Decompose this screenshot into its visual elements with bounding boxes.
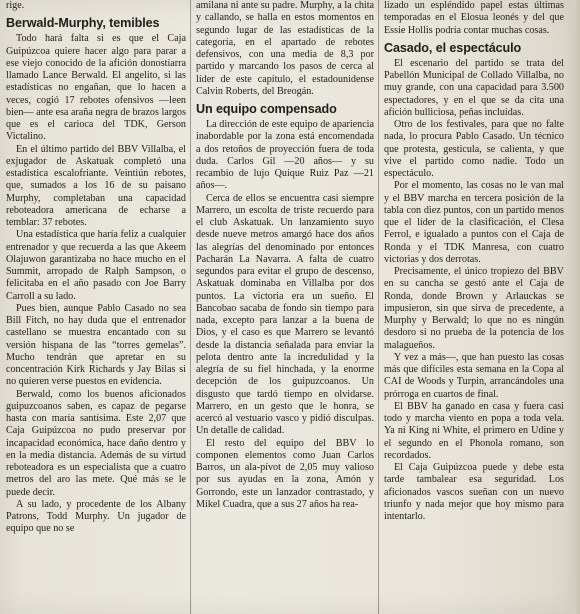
article-paragraph: amilana ni ante su padre. Murphy, a la chita y callando, se halla en estos momentos en segundo lugar de las estadísticas de la categoría, en el apartado de rebotes defensivos, con una media de 8,3 por partido y marcando los pasos de cerca al líder de este capítulo, el estadounidense Calvin Roberts, del Breogán. xyxy=(196,0,374,97)
column-rule xyxy=(190,0,191,614)
article-paragraph: El resto del equipo del BBV lo componen elementos como Juan Carlos Barros, un ala-pívot de 2,05 muy valioso por sus ayudas en la zona, Amón y Gorrondo, este un lanzador contrastado, y Mikel Cuadra, que a sus 27 años ha rea- xyxy=(196,437,374,510)
article-paragraph: El BBV ha ganado en casa y fuera casi todo y marcha viento en popa a toda vela. Ya ni King ni White, el primero en Udine y el segundo en el Phonola romano, son recordados. xyxy=(384,400,564,461)
article-paragraph: Berwald, como los buenos aficionados guipuzcoanos saben, es capaz de pegarse hasta con maría santísima. Este 2,07 que Caja Guipúzcoa no pudo preservar por incapacidad económica, hace daño dentro y en la media distancia. Además de su virtud reboteadora es un especialista que a cuatro metros del aro las mete. Qué más se le puede decir. xyxy=(6,388,186,498)
article-paragraph: rige. xyxy=(6,0,25,11)
section-heading: Berwald-Murphy, temibles xyxy=(6,16,160,31)
article-column-3 xyxy=(384,0,564,614)
article-paragraph: lizado un espléndido papel estas últimas temporadas en el Elosua leonés y del que Essie Hollis podría contar muchas cosas. xyxy=(384,0,564,36)
article-paragraph: Todo hará falta si es que el Caja Guipúzcoa quiere hacer algo para parar a ese viejo conocido de la afición donostiarra llamado Lance Berwald. El angelito, si las estadísticas no engañan, que lo hacen a veces, cogió 17 rebotes ofensivos —leen bien— ante esa araña negra de brazos largos que es el carioca del TDK, Gerson Victalino. xyxy=(6,33,186,143)
column-rule xyxy=(378,0,379,614)
article-paragraph: En el último partido del BBV Villalba, el exjugador de Askatuak completó una estadística escalofriante. Veintiún rebotes, que, sumados a los 16 de su paisano Murphy, completaban una capacidad reboteadora americana de echarse a temblar: 37 rebotes. xyxy=(6,143,186,228)
article-paragraph: Y vez a más—, que han puesto las cosas más que difíciles esta semana en la Copa al CAI de Woods y Turpin, arrancándoles una prórroga en cuartos de final. xyxy=(384,351,564,400)
article-paragraph: Pues bien, aunque Pablo Casado no sea Bill Fitch, no hay duda que el entrenador castellano se muestra encantado con su versión hispana de las “torres gemelas”. Mucho tendrán que apretar en su concentración Kirk Richards y Jay Bilas si no quieren verse puestos en evidencia. xyxy=(6,302,186,388)
article-paragraph: El Caja Guipúzcoa puede y debe esta tarde tambalear esa seguridad. Los aficionados vascos sueñan con un nuevo triunfo y nada mejor que hoy mismo para intentarlo. xyxy=(384,462,564,522)
article-column-1 xyxy=(6,0,186,614)
article-paragraph: Precisamente, el único tropiezo del BBV en su cancha se gestó ante el Caja de Ronda, donde Brown y Arlauckas se impusieron, sin que sirva de precedente, a Murphy y Berwald; lo que no es ningún desdoro si no prueba de la potencia de los malagueños. xyxy=(384,266,564,351)
article-column-2 xyxy=(196,0,374,614)
article-paragraph: Por el momento, las cosas no le van mal y el BBV marcha en tercera posición de la tabla con diez puntos, con un partido menos que el líder de la clasificación, el Clesa Ferrol, e igualado a puntos con el Caja de Ronda y el TDK Manresa, con cuatro victorias y dos derrotas. xyxy=(384,180,564,265)
section-heading: Un equipo compensado xyxy=(196,102,337,116)
article-paragraph: Cerca de ellos se encuentra casi siempre Marrero, un escolta de triste recuerdo para el club Askatuak. Un lanzamiento suyo desde nueve metros amargó hace dos años las alegrías del denominado por entonces Pacharán La Navarra. A falta de cuatro segundos para evitar el grupo de descenso, Askatuak dominaba en Villalba por dos puntos. La victoria era un sueño. El Bancobao sacaba de fondo sin tiempo para nada, excepto para lanzar a la buena de Dios, y el caso es que Marrero se levantó desde la distancia señalada para enviar la pelota dentro ante la incredulidad y la alegría de su fiel hinchada, y la enorme decepción de los guipuzcoanos. Un disgusto que tardó tiempo en olvidarse. Marrero, en un gesto que le honra, se acercó al vestuario vasco y pidió disculpas. Un detalle de calidad. xyxy=(196,192,374,437)
article-paragraph: El escenario del partido se trata del Pabellón Municipal de Collado Villalba, no muy grande, con una capacidad para 3.500 espectadores, y en el que se da cita una afición bulliciosa, peñas incluidas. xyxy=(384,57,564,118)
section-heading: Casado, el espectáculo xyxy=(384,40,522,55)
article-paragraph: La dirección de este equipo de apariencia inabordable por la zona está encomendada a dos retoños de proyección fuera de toda duda. Carlos Gil —20 años— y su recambio de lujo Quique Ruiz Paz —21 años—. xyxy=(196,119,374,192)
article-paragraph: Una estadística que haría feliz a cualquier entrenador y que recuerda a las que Akeem Olajuwon garantizaba no hace mucho en el Summit, arropado de Ralph Sampson, o felicitaba en el año pasado con Joe Barry Carroll a su lado. xyxy=(6,229,186,302)
page-edge-shadow xyxy=(566,0,580,614)
article-paragraph: A su lado, y procedente de los Albany Patrons, Todd Murphy. Un jugador de equipo que no se xyxy=(6,498,186,535)
article-paragraph: Otro de los festivales, para que no falte nada, lo procura Pablo Casado. Un técnico que protesta, gesticula, se calienta, y que vive el partido como nadie. Todo un espectáculo. xyxy=(384,119,564,179)
